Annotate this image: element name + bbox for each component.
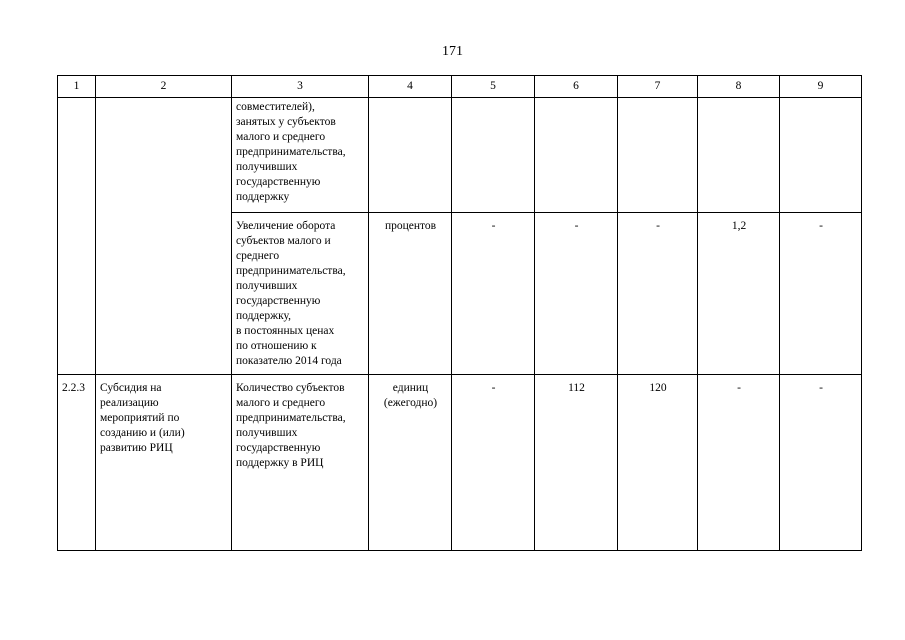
- column-header: 4: [369, 76, 452, 98]
- table-cell-indicator: Увеличение оборота субъектов малого и среднего предпринимательства, получивших государственную поддержку, в постоянных ценах по отношению к показателю 2014 года: [232, 213, 369, 375]
- table-cell-value: -: [618, 213, 698, 375]
- table-cell-value: [698, 98, 780, 213]
- table-cell-measure: [96, 98, 232, 375]
- column-number-row: [58, 76, 862, 98]
- table-cell-value: -: [535, 213, 618, 375]
- table-cell-number: 2.2.3: [58, 375, 96, 551]
- table-cell-number: [58, 98, 96, 375]
- table-cell-indicator: совместителей), занятых у субъектов малого и среднего предпринимательства, получивших государственную поддержку: [232, 98, 369, 213]
- table-cell-unit: процентов: [369, 213, 452, 375]
- table-cell-value: [618, 98, 698, 213]
- table-cell-value: [535, 98, 618, 213]
- table-cell-unit: [369, 98, 452, 213]
- table-cell-value: 120: [618, 375, 698, 551]
- table-cell-value: [452, 98, 535, 213]
- column-header: 5: [452, 76, 535, 98]
- table-cell-value: -: [452, 375, 535, 551]
- table-cell-unit: единиц (ежегодно): [369, 375, 452, 551]
- table-row: [58, 375, 862, 551]
- page-number: 171: [442, 44, 463, 59]
- table-cell-value: 112: [535, 375, 618, 551]
- column-header: 2: [96, 76, 232, 98]
- table-cell-value: -: [780, 375, 862, 551]
- table-cell-value: -: [452, 213, 535, 375]
- column-header: 3: [232, 76, 369, 98]
- table-cell-indicator: Количество субъектов малого и среднего предпринимательства, получивших государственную поддержку в РИЦ: [232, 375, 369, 551]
- table-cell-value: -: [698, 375, 780, 551]
- column-header: 6: [535, 76, 618, 98]
- column-header: 9: [780, 76, 862, 98]
- column-header: 7: [618, 76, 698, 98]
- table-cell-value: 1,2: [698, 213, 780, 375]
- table-row: [58, 98, 862, 213]
- column-header: 1: [58, 76, 96, 98]
- column-header: 8: [698, 76, 780, 98]
- table-cell-value: [780, 98, 862, 213]
- indicator-table: [57, 75, 862, 551]
- table-cell-measure: Субсидия на реализацию мероприятий по созданию и (или) развитию РИЦ: [96, 375, 232, 551]
- table-cell-value: -: [780, 213, 862, 375]
